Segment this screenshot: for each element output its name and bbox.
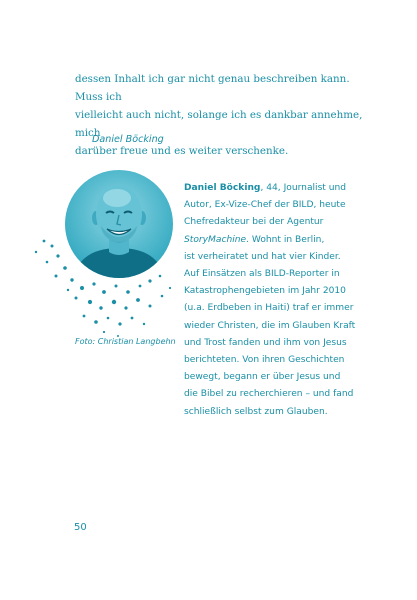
bio-author-name: Daniel Böcking [184,183,261,193]
portrait-image [65,170,173,278]
author-bio [184,180,359,421]
bio-line: wieder Christen, die im Glauben Kraft [184,320,356,331]
intro-line: darüber freue und es weiter verschenke. [75,145,289,157]
intro-line: dessen Inhalt ich gar nicht genau beschreiben kann. Muss ich [75,73,350,103]
bio-line: Autor, Ex-Vize-Chef der BILD, heute [184,200,346,211]
bio-line: StoryMachine. Wohnt in Berlin, [184,234,325,245]
bio-line: bewegt, begann er über Jesus und [184,372,341,383]
bio-company: StoryMachine [184,234,247,245]
bio-line: ist verheiratet und hat vier Kinder. [184,251,341,262]
intro-line: vielleicht auch nicht, solange ich es dankbar annehme, mich [75,109,363,139]
bio-line: berichteten. Von ihren Geschichten [184,355,345,366]
bio-line: Daniel Böcking, 44, Journalist und [184,183,347,193]
bio-line: die Bibel zu recherchieren – und fand [184,389,354,400]
author-portrait [65,170,173,278]
bio-line: (u.a. Erdbeben in Haiti) traf er immer [184,303,354,314]
page-number: 50 [74,522,87,533]
bio-line: Chefredakteur bei der Agentur [184,217,324,228]
bio-line: und Trost fanden und ihm von Jesus [184,337,347,348]
bio-line: Auf Einsätzen als BILD-Reporter in [184,269,340,280]
author-signature: Daniel Böcking [92,134,164,145]
photo-credit: Foto: Christian Langbehn [75,337,176,346]
bio-line: schließlich selbst zum Glauben. [184,406,328,417]
bio-line: Katastrophengebieten im Jahr 2010 [184,286,346,297]
intro-paragraph [75,70,375,160]
